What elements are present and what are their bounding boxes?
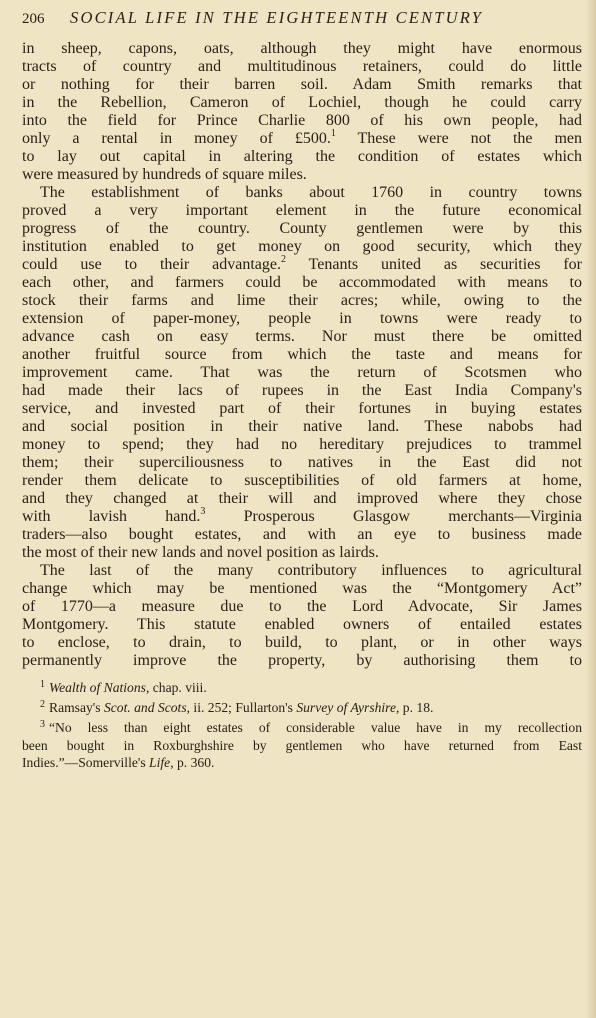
running-head: SOCIAL LIFE IN THE EIGHTEENTH CENTURY	[70, 8, 484, 27]
body-text	[22, 40, 582, 670]
page-header	[22, 8, 582, 34]
footnote-3-end	[22, 754, 582, 771]
footnote-2	[22, 696, 582, 716]
text-line: render them delicate to susceptibilities of old farmers at home,	[22, 472, 582, 489]
text-line: of 1770—a measure due to the Lord Advocate, Sir James	[22, 598, 582, 615]
text-line: into the field for Prince Charlie 800 of his own people, had	[22, 112, 582, 129]
text-line: tracts of country and multitudinous retainers, could do little	[22, 58, 582, 75]
text-fragment: with lavish hand.	[22, 508, 201, 525]
text-line: and they changed at their will and improved where they chose	[22, 490, 582, 507]
footnote-text: , p. 18.	[396, 700, 434, 716]
footnote-mark: 2	[40, 699, 45, 711]
text-line: progress of the country. County gentlemen were by this	[22, 220, 582, 237]
text-line: change which may be mentioned was the “Montgomery Act”	[22, 580, 582, 597]
text-line: the most of their new lands and novel position as lairds.	[22, 544, 379, 561]
text-line: stock their farms and lime their acres; while, owing to the	[22, 292, 582, 309]
footnote-text: , p. 360.	[170, 754, 215, 770]
page-edge-shadow	[586, 0, 596, 1018]
footnote-3	[22, 716, 582, 736]
text-line: another fruitful source from which the taste and means for	[22, 346, 582, 363]
footnote-ref-1: 1	[330, 128, 336, 139]
footnote-text: Indies.”—Somerville's	[22, 754, 150, 770]
text-line: to lay out capital in altering the condition of estates which	[22, 148, 582, 165]
text-line: money to spend; they had no hereditary prejudices to trammel	[22, 436, 582, 453]
text-line: permanently improve the property, by authorising them to	[22, 652, 582, 669]
text-line: or nothing for their barren soil. Adam Smith remarks that	[22, 76, 582, 93]
footnote-title: Wealth of Nations	[49, 680, 146, 695]
text-line: institution enabled to get money on good security, which they	[22, 238, 582, 255]
footnote-ref-2: 2	[281, 254, 286, 265]
footnote-1	[22, 676, 582, 696]
footnote-title: Survey of Ayrshire	[296, 700, 396, 716]
text-line	[22, 256, 582, 274]
text-line: advance cash on easy terms. Nor must there be omitted	[22, 328, 582, 345]
text-line: had made their lacs of rupees in the East India Company's	[22, 382, 582, 399]
text-fragment: only a rental in money of £500.	[22, 130, 331, 147]
text-line: The establishment of banks about 1760 in country towns	[40, 184, 582, 201]
text-line: service, and invested part of their fortunes in buying estates	[22, 400, 582, 417]
text-fragment: These were not the men	[335, 130, 582, 147]
text-line: proved a very important element in the future economical	[22, 202, 582, 219]
text-line: traders—also bought estates, and with an eye to business made	[22, 526, 582, 543]
text-line: improvement came. That was the return of Scotsmen who	[22, 364, 582, 381]
text-line: in sheep, capons, oats, although they might have enormous	[22, 40, 582, 57]
text-line: each other, and farmers could be accommodated with means to	[22, 274, 582, 291]
text-fragment: could use to their advantage.	[22, 256, 281, 273]
text-line	[22, 130, 582, 148]
footnote-3-continued: been bought in Roxburghshire by gentlemen who have returned from East	[22, 737, 582, 753]
text-line: to enclose, to drain, to build, to plant, or in other ways	[22, 634, 582, 651]
text-line: The last of the many contributory influences to agricultural	[40, 562, 582, 579]
text-line: Montgomery. This statute enabled owners of entailed estates	[22, 616, 582, 633]
footnote-title: Scot. and Scots	[103, 700, 187, 716]
footnote-mark: 1	[40, 679, 45, 690]
text-line: in the Rebellion, Cameron of Lochiel, though he could carry	[22, 94, 582, 111]
text-line	[22, 508, 582, 526]
text-line: them; their superciliousness to natives in the East did not	[22, 454, 582, 471]
footnote-title: Life	[149, 754, 171, 770]
footnote-text: , chap. viii.	[145, 680, 207, 695]
footnotes	[22, 676, 582, 771]
text-fragment: Tenants united as securities for	[286, 256, 583, 273]
text-line: and social position in their native land. These nabobs had	[22, 418, 582, 435]
footnote-mark: 3	[40, 719, 45, 731]
footnote-text: , ii. 252; Fullarton's	[186, 700, 297, 716]
text-line: were measured by hundreds of square miles.	[22, 166, 307, 183]
footnote-text: Ramsay's	[49, 700, 104, 716]
footnote-text: “No less than eight estates of considerable value have in my recollection	[49, 720, 582, 736]
text-fragment: Prosperous Glasgow merchants—Virginia	[205, 508, 583, 525]
text-line: extension of paper-money, people in towns were ready to	[22, 310, 582, 327]
page-number: 206	[22, 11, 45, 27]
footnote-ref-3: 3	[200, 506, 206, 517]
